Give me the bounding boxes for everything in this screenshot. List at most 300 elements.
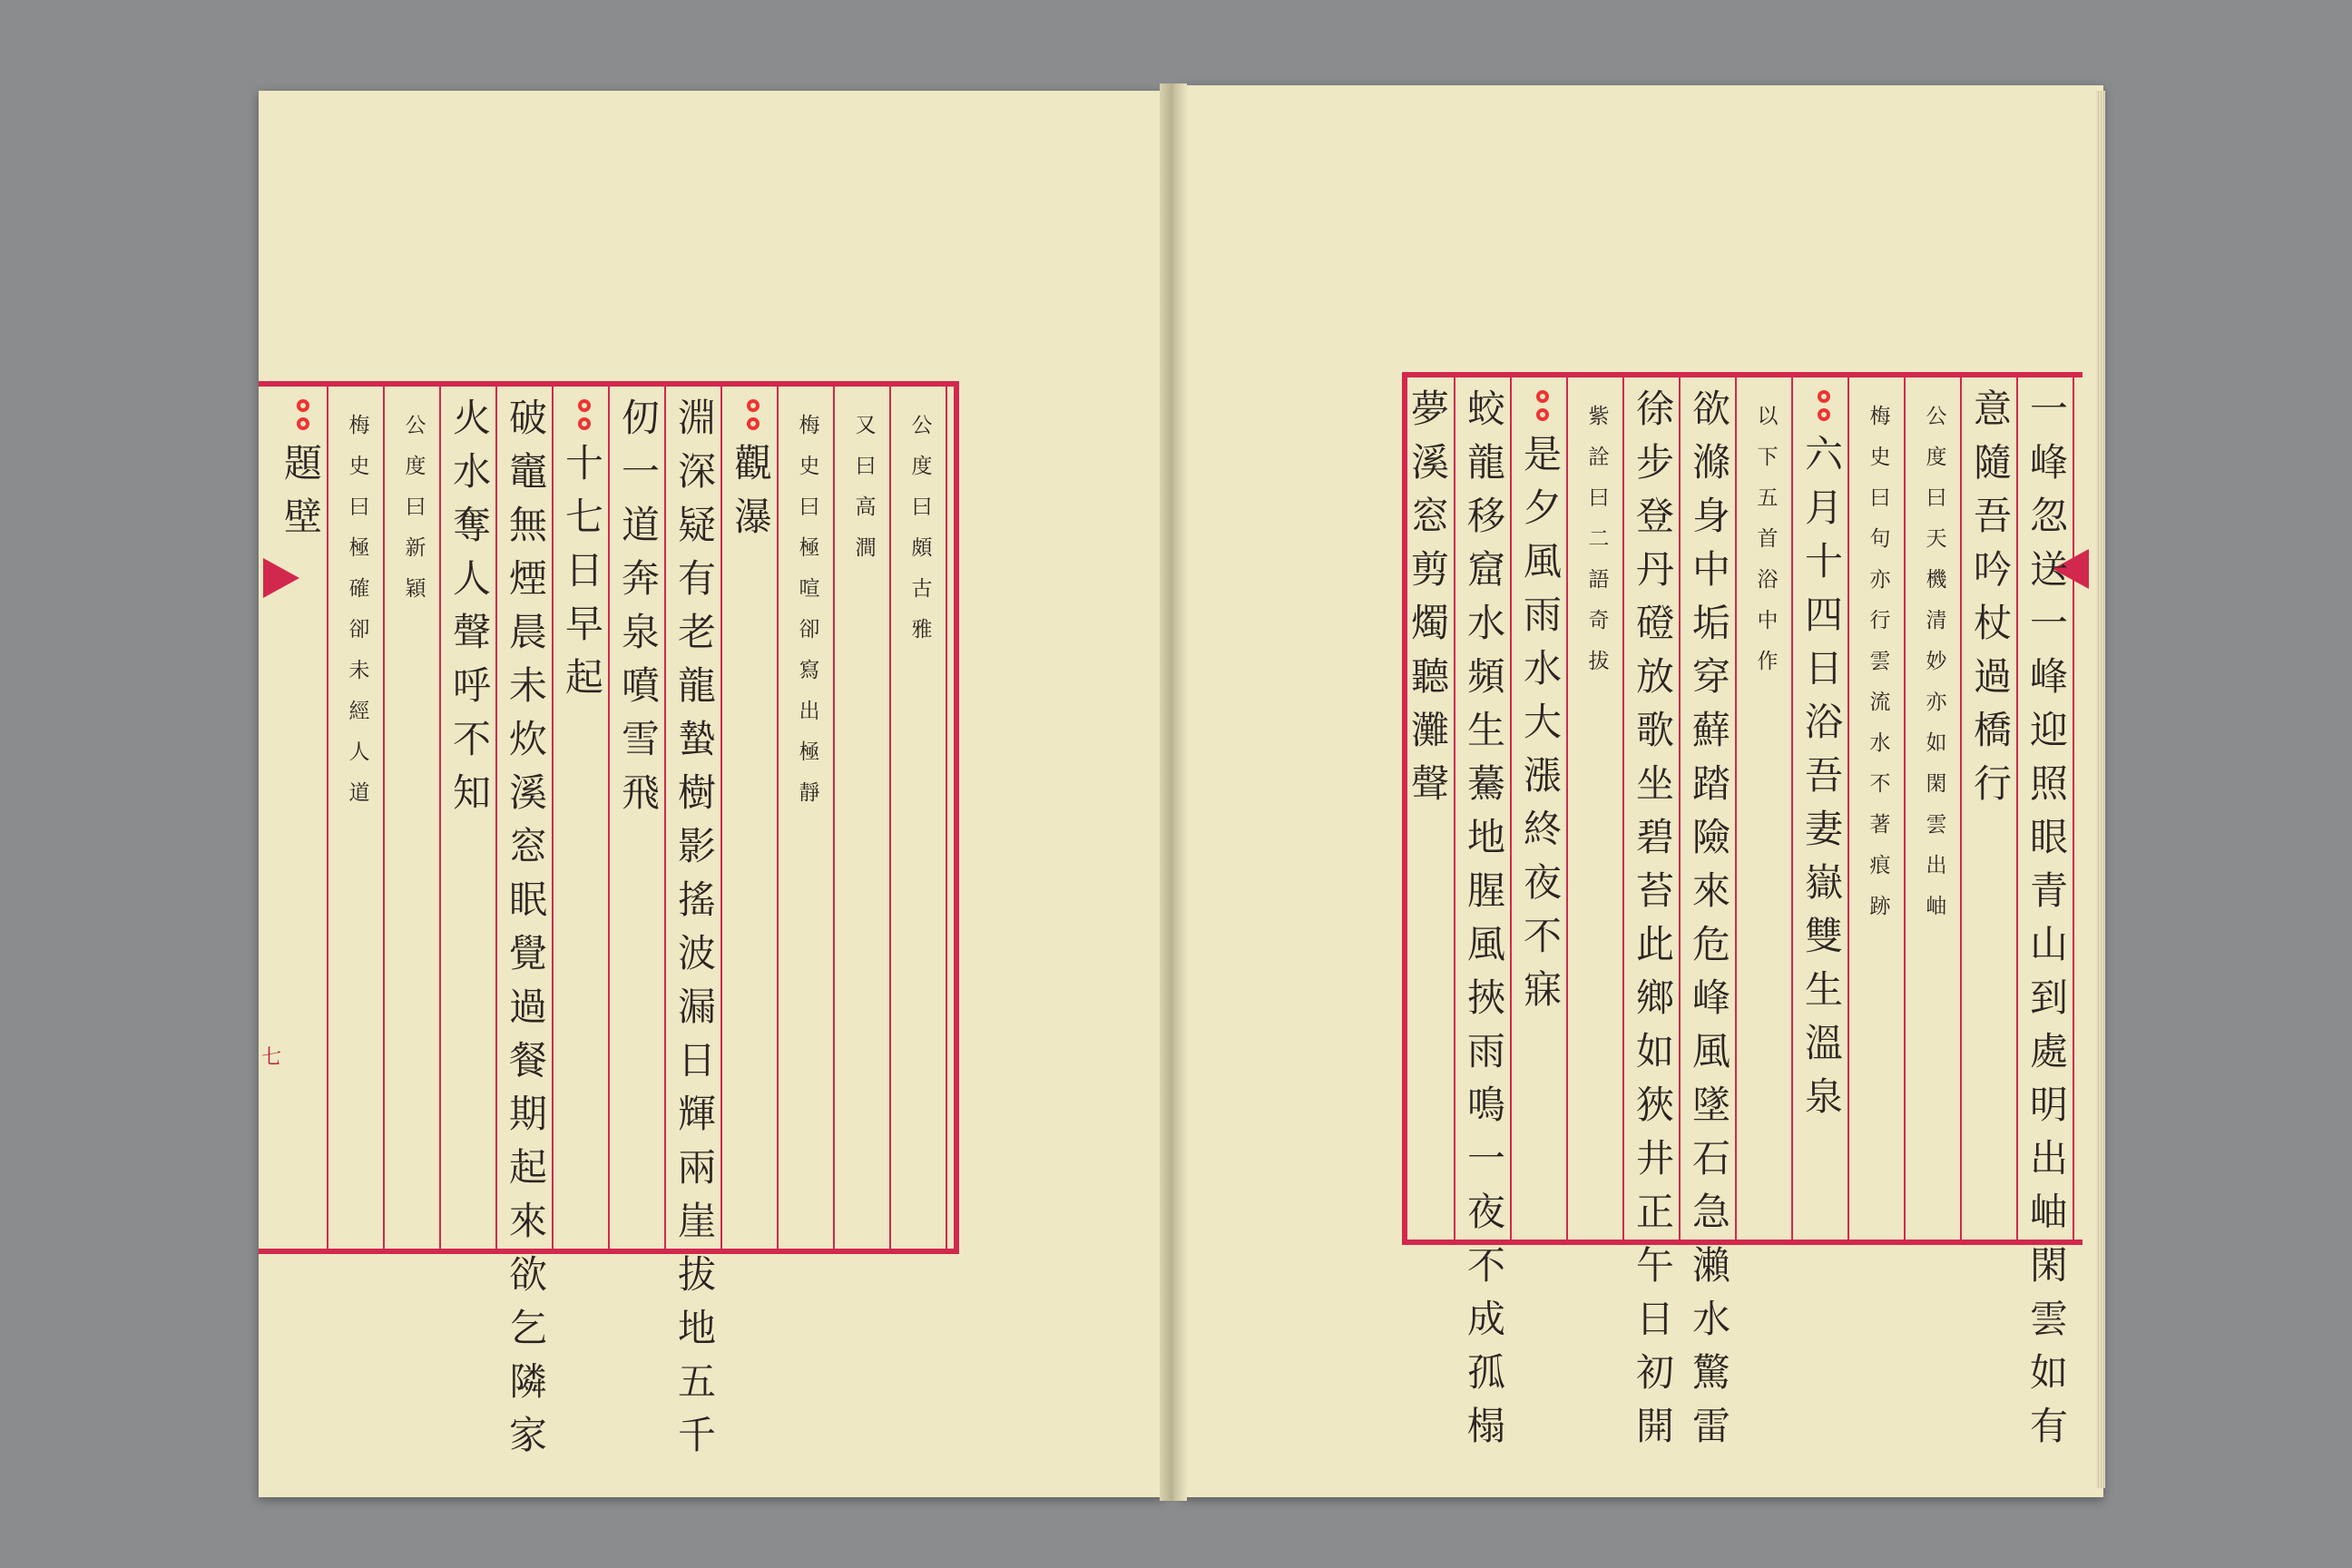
glyph: 忽: [2029, 494, 2068, 538]
glyph: 吟: [1973, 547, 2012, 592]
glyph: 水: [452, 449, 491, 494]
page-edges: [2096, 91, 2105, 1488]
column-rule: [720, 387, 722, 1249]
glyph: 以: [1757, 405, 1779, 428]
glyph: 鳴: [1466, 1083, 1505, 1127]
glyph: 澗: [855, 536, 877, 560]
verse-column: [2025, 387, 2073, 1461]
glyph: 大: [1523, 700, 1562, 744]
glyph: 放: [1635, 654, 1674, 699]
glyph: 剪: [1410, 547, 1449, 592]
glyph: 月: [1804, 485, 1843, 530]
glyph: 瀑: [733, 495, 772, 539]
glyph: 午: [1635, 1243, 1674, 1288]
glyph: 度: [405, 455, 426, 478]
glyph: 奪: [452, 503, 491, 547]
glyph: 閑: [2029, 1243, 2068, 1288]
book-gutter: [1160, 83, 1187, 1501]
glyph: 如: [1926, 731, 1947, 755]
glyph: 水: [1691, 1297, 1730, 1341]
glyph: 垢: [1691, 601, 1730, 645]
glyph: 危: [1691, 922, 1730, 966]
glyph: 無: [508, 503, 547, 547]
glyph: 夜: [1523, 860, 1562, 905]
glyph: 日: [677, 1038, 716, 1083]
glyph: 壁: [283, 495, 322, 539]
glyph: 送: [2029, 547, 2068, 592]
commentary-column: [898, 416, 946, 661]
glyph: 有: [677, 556, 716, 601]
glyph: 龍: [1466, 440, 1505, 485]
glyph: 覺: [508, 931, 547, 975]
column-rule: [946, 387, 947, 1249]
commentary-column: [842, 416, 889, 579]
glyph: 拔: [1588, 650, 1610, 673]
glyph: 不: [1523, 914, 1562, 958]
glyph: 滌: [1691, 440, 1730, 485]
glyph: 橋: [1973, 708, 2012, 752]
glyph: 夢: [1410, 387, 1449, 431]
verse-column: [1406, 387, 1454, 818]
glyph: 地: [1466, 815, 1505, 859]
glyph: 千: [677, 1413, 716, 1457]
glyph: 如: [1635, 1029, 1674, 1073]
glyph: 雅: [911, 618, 933, 642]
glyph: 史: [799, 455, 820, 478]
glyph: 不: [452, 717, 491, 761]
glyph: 過: [508, 985, 547, 1029]
glyph: 浴: [1757, 568, 1779, 592]
glyph: 曰: [799, 495, 820, 519]
commentary-column: [1913, 407, 1960, 937]
glyph: 餐: [508, 1038, 547, 1083]
glyph: 峰: [1691, 975, 1730, 1020]
glyph: 磴: [1635, 601, 1674, 645]
glyph: 崖: [677, 1199, 716, 1243]
glyph: 起: [508, 1145, 547, 1190]
glyph: 曰: [855, 455, 877, 478]
glyph: 風: [1466, 922, 1505, 966]
glyph: 眼: [2029, 815, 2068, 859]
glyph: 六: [1804, 432, 1843, 476]
glyph: 過: [1973, 654, 2012, 699]
glyph: 曰: [1588, 486, 1610, 510]
glyph: 一: [621, 449, 660, 494]
glyph: 公: [911, 414, 933, 437]
glyph: 窓: [1410, 494, 1449, 538]
glyph: 夕: [1523, 485, 1562, 530]
glyph: 穎: [405, 577, 426, 601]
glyph: 有: [2029, 1404, 2068, 1448]
glyph: 呼: [452, 663, 491, 708]
glyph: 梅: [348, 414, 370, 437]
glyph: 苔: [1635, 868, 1674, 913]
glyph: 跡: [1869, 895, 1891, 918]
column-rule: [1566, 377, 1568, 1240]
glyph: 炊: [508, 717, 547, 761]
verse-column: [1688, 387, 1735, 1461]
glyph: 觀: [733, 441, 772, 485]
glyph: 四: [1804, 593, 1843, 637]
glyph: 漏: [677, 985, 716, 1029]
glyph: 天: [1926, 527, 1947, 551]
column-rule: [383, 387, 385, 1249]
glyph: 生: [1804, 967, 1843, 1012]
glyph: 吾: [1973, 494, 2012, 538]
glyph: 日: [1635, 1297, 1674, 1341]
commentary-column: [1575, 407, 1622, 692]
glyph: 卻: [799, 618, 820, 642]
glyph: 丹: [1635, 547, 1674, 592]
verse-column: [505, 396, 552, 1470]
glyph: 碧: [1635, 815, 1674, 859]
glyph: 瀨: [1691, 1243, 1730, 1288]
column-rule: [439, 387, 441, 1249]
glyph: 早: [564, 602, 603, 646]
glyph: 窓: [508, 824, 547, 868]
glyph: 成: [1466, 1297, 1505, 1341]
glyph: 聲: [452, 610, 491, 654]
glyph: 乞: [508, 1306, 547, 1350]
glyph: 蟄: [677, 717, 716, 761]
glyph: 起: [564, 655, 603, 700]
verse-column: [730, 399, 777, 552]
glyph: 欲: [508, 1252, 547, 1297]
verse-column: [1632, 387, 1679, 1461]
glyph: 雷: [1691, 1404, 1730, 1448]
glyph: 生: [1466, 708, 1505, 752]
commentary-column: [786, 416, 833, 824]
glyph: 急: [1691, 1190, 1730, 1234]
glyph: 不: [1869, 772, 1891, 796]
glyph: 妙: [1926, 650, 1947, 673]
glyph: 隨: [1973, 440, 2012, 485]
glyph: 搖: [677, 877, 716, 922]
glyph: 正: [1635, 1190, 1674, 1234]
glyph: 噴: [621, 663, 660, 708]
glyph: 未: [348, 659, 370, 682]
commentary-column: [1744, 407, 1791, 692]
column-rule: [1791, 377, 1793, 1240]
glyph: 溫: [1804, 1021, 1843, 1065]
glyph: 來: [1691, 868, 1730, 913]
glyph: 曰: [1869, 486, 1891, 510]
glyph: 泉: [621, 610, 660, 654]
glyph: 兩: [677, 1145, 716, 1190]
glyph: 淵: [677, 396, 716, 440]
glyph: 著: [1869, 813, 1891, 837]
glyph: 地: [677, 1306, 716, 1350]
glyph: 公: [1926, 405, 1947, 428]
glyph: 井: [1635, 1136, 1674, 1181]
glyph: 山: [2029, 922, 2068, 966]
commentary-column: [392, 416, 439, 620]
glyph: 出: [799, 700, 820, 723]
glyph: 煙: [508, 556, 547, 601]
glyph: 道: [621, 503, 660, 547]
glyph: 曰: [348, 495, 370, 519]
glyph: 梅: [1869, 405, 1891, 428]
glyph: 身: [1691, 494, 1730, 538]
verse-column: [1969, 387, 2016, 818]
red-circle-marks: [1536, 390, 1549, 421]
glyph: 行: [1869, 609, 1891, 632]
column-rule: [2016, 377, 2018, 1240]
glyph: 出: [1926, 854, 1947, 877]
glyph: 穿: [1691, 654, 1730, 699]
glyph: 靜: [799, 781, 820, 805]
glyph: 詮: [1588, 446, 1610, 469]
glyph: 一: [2029, 601, 2068, 645]
glyph: 經: [348, 700, 370, 723]
glyph: 風: [1691, 1029, 1730, 1073]
red-circle-marks: [1818, 390, 1830, 421]
glyph: 知: [452, 770, 491, 815]
glyph: 痕: [1869, 854, 1891, 877]
glyph: 樹: [677, 770, 716, 815]
glyph: 機: [1926, 568, 1947, 592]
glyph: 來: [508, 1199, 547, 1243]
glyph: 極: [799, 536, 820, 560]
red-circle-marks: [578, 399, 591, 430]
glyph: 極: [348, 536, 370, 560]
glyph: 寫: [799, 659, 820, 682]
glyph: 度: [1926, 446, 1947, 469]
glyph: 雪: [621, 717, 660, 761]
glyph: 腥: [1466, 868, 1505, 913]
glyph: 坐: [1635, 761, 1674, 806]
glyph: 閑: [1926, 772, 1947, 796]
glyph: 奔: [621, 556, 660, 601]
column-rule: [1847, 377, 1849, 1240]
glyph: 度: [911, 455, 933, 478]
glyph: 作: [1757, 650, 1779, 673]
glyph: 終: [1523, 807, 1562, 851]
glyph: 隣: [508, 1359, 547, 1404]
glyph: 到: [2029, 975, 2068, 1020]
column-rule: [1679, 377, 1681, 1240]
glyph: 不: [1466, 1243, 1505, 1288]
glyph: 卻: [348, 618, 370, 642]
column-rule: [1510, 377, 1512, 1240]
glyph: 吾: [1804, 753, 1843, 798]
commentary-column: [1857, 407, 1904, 937]
glyph: 石: [1691, 1136, 1730, 1181]
glyph: 峰: [2029, 654, 2068, 699]
glyph: 亦: [1926, 691, 1947, 714]
glyph: 驀: [1466, 761, 1505, 806]
glyph: 日: [1804, 646, 1843, 691]
verse-column: [448, 396, 495, 828]
glyph: 下: [1757, 446, 1779, 469]
glyph: 雲: [1869, 650, 1891, 673]
glyph: 十: [1804, 539, 1843, 583]
glyph: 孤: [1466, 1350, 1505, 1395]
glyph: 飛: [621, 770, 660, 815]
glyph: 疑: [677, 503, 716, 547]
column-rule: [608, 387, 610, 1249]
glyph: 頻: [1466, 654, 1505, 699]
column-rule: [1454, 377, 1455, 1240]
glyph: 新: [405, 536, 426, 560]
folio-number: 七: [261, 1046, 282, 1069]
red-circle-marks: [747, 399, 760, 430]
glyph: 雲: [2029, 1297, 2068, 1341]
glyph: 人: [348, 740, 370, 764]
glyph: 又: [855, 414, 877, 437]
verse-column: [561, 399, 608, 712]
glyph: 浴: [1804, 700, 1843, 744]
left-fishtail-mark: [263, 558, 299, 598]
glyph: 燭: [1410, 601, 1449, 645]
glyph: 流: [1869, 691, 1891, 714]
glyph: 明: [2029, 1083, 2068, 1127]
glyph: 中: [1691, 547, 1730, 592]
glyph: 鄉: [1635, 975, 1674, 1020]
glyph: 破: [508, 396, 547, 440]
glyph: 曰: [405, 495, 426, 519]
glyph: 頗: [911, 536, 933, 560]
glyph: 曰: [1926, 486, 1947, 510]
glyph: 一: [1466, 1136, 1505, 1181]
glyph: 峰: [2029, 440, 2068, 485]
glyph: 史: [1869, 446, 1891, 469]
glyph: 步: [1635, 440, 1674, 485]
glyph: 迎: [2029, 708, 2068, 752]
glyph: 杖: [1973, 601, 2012, 645]
glyph: 龍: [677, 663, 716, 708]
glyph: 寐: [1523, 967, 1562, 1012]
glyph: 十: [564, 441, 603, 485]
glyph: 漲: [1523, 753, 1562, 798]
glyph: 語: [1588, 568, 1610, 592]
red-circle-marks: [297, 399, 309, 430]
glyph: 日: [564, 548, 603, 593]
glyph: 喧: [799, 577, 820, 601]
column-rule: [664, 387, 666, 1249]
glyph: 意: [1973, 387, 2012, 431]
glyph: 挾: [1466, 975, 1505, 1020]
glyph: 梅: [799, 414, 820, 437]
glyph: 聲: [1410, 761, 1449, 806]
glyph: 狹: [1635, 1083, 1674, 1127]
glyph: 一: [2029, 387, 2068, 431]
glyph: 清: [1926, 609, 1947, 632]
column-rule: [2073, 377, 2074, 1240]
glyph: 眠: [508, 877, 547, 922]
glyph: 水: [1869, 731, 1891, 755]
column-rule: [327, 387, 328, 1249]
glyph: 七: [564, 495, 603, 539]
glyph: 雨: [1466, 1029, 1505, 1073]
glyph: 水: [1466, 601, 1505, 645]
glyph: 仞: [621, 396, 660, 440]
glyph: 妻: [1804, 807, 1843, 851]
glyph: 輝: [677, 1092, 716, 1136]
glyph: 欲: [1691, 387, 1730, 431]
glyph: 五: [677, 1359, 716, 1404]
glyph: 險: [1691, 815, 1730, 859]
glyph: 曰: [911, 495, 933, 519]
column-rule: [495, 387, 497, 1249]
glyph: 歌: [1635, 708, 1674, 752]
glyph: 家: [508, 1413, 547, 1457]
glyph: 出: [2029, 1136, 2068, 1181]
glyph: 道: [348, 781, 370, 805]
glyph: 青: [2029, 868, 2068, 913]
glyph: 行: [1973, 761, 2012, 806]
glyph: 中: [1757, 609, 1779, 632]
glyph: 波: [677, 931, 716, 975]
verse-column: [673, 396, 720, 1470]
column-rule: [1735, 377, 1737, 1240]
glyph: 雙: [1804, 914, 1843, 958]
glyph: 題: [283, 441, 322, 485]
glyph: 首: [1757, 527, 1779, 551]
glyph: 確: [348, 577, 370, 601]
glyph: 深: [677, 449, 716, 494]
glyph: 公: [405, 414, 426, 437]
glyph: 嶽: [1804, 860, 1843, 905]
column-rule: [777, 387, 779, 1249]
glyph: 登: [1635, 494, 1674, 538]
glyph: 奇: [1588, 609, 1610, 632]
glyph: 開: [1635, 1404, 1674, 1448]
verse-column: [1519, 390, 1566, 1024]
commentary-column: [336, 416, 383, 824]
glyph: 期: [508, 1092, 547, 1136]
glyph: 水: [1523, 646, 1562, 691]
glyph: 岫: [2029, 1190, 2068, 1234]
glyph: 窟: [1466, 547, 1505, 592]
glyph: 火: [452, 396, 491, 440]
glyph: 泉: [1804, 1074, 1843, 1119]
glyph: 溪: [508, 770, 547, 815]
glyph: 晨: [508, 610, 547, 654]
column-rule: [1622, 377, 1624, 1240]
glyph: 灘: [1410, 708, 1449, 752]
glyph: 移: [1466, 494, 1505, 538]
glyph: 竈: [508, 449, 547, 494]
glyph: 蘚: [1691, 708, 1730, 752]
glyph: 溪: [1410, 440, 1449, 485]
column-rule: [552, 387, 554, 1249]
glyph: 風: [1523, 539, 1562, 583]
glyph: 雲: [1926, 813, 1947, 837]
glyph: 紫: [1588, 405, 1610, 428]
glyph: 二: [1588, 527, 1610, 551]
verse-column: [617, 396, 664, 828]
glyph: 岫: [1926, 895, 1947, 918]
glyph: 踏: [1691, 761, 1730, 806]
verse-column: [1463, 387, 1510, 1461]
glyph: 古: [911, 577, 933, 601]
glyph: 夜: [1466, 1190, 1505, 1234]
glyph: 雨: [1523, 593, 1562, 637]
glyph: 徐: [1635, 387, 1674, 431]
column-rule: [1904, 377, 1906, 1240]
column-rule: [889, 387, 891, 1249]
column-rule: [833, 387, 835, 1249]
glyph: 此: [1635, 922, 1674, 966]
glyph: 高: [855, 495, 877, 519]
glyph: 拔: [677, 1252, 716, 1297]
glyph: 蛟: [1466, 387, 1505, 431]
verse-column: [1800, 390, 1847, 1132]
glyph: 照: [2029, 761, 2068, 806]
glyph: 句: [1869, 527, 1891, 551]
glyph: 如: [2029, 1350, 2068, 1395]
